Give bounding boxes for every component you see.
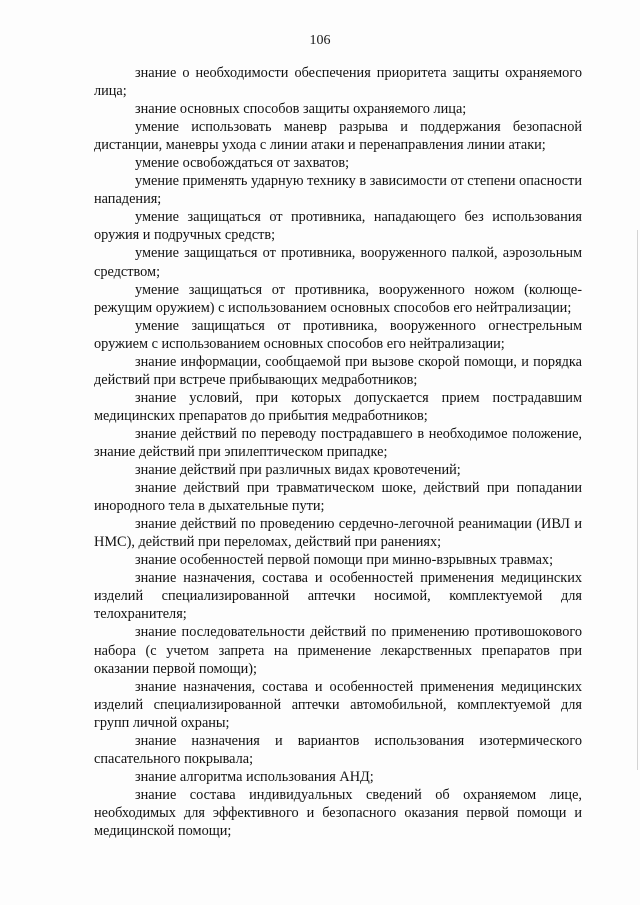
paragraph: умение использовать маневр разрыва и поддержания безопасной дистанции, маневры ухода с линии атаки и перенаправления линии атаки; (94, 119, 582, 154)
paragraph: умение защищаться от противника, вооруженного ножом (колюще-режущим оружием) с использованием основных способов его нейтрализации; (94, 281, 582, 316)
paragraph: знание условий, при которых допускается прием пострадавшим медицинских препаратов до прибытия медработников; (94, 389, 582, 424)
paragraph: умение защищаться от противника, вооруженного огнестрельным оружием с использованием основных способов его нейтрализации; (94, 317, 582, 352)
paragraph: знание действий при травматическом шоке, действий при попадании инородного тела в дыхательные пути; (94, 480, 582, 515)
body-text (94, 64, 582, 840)
paragraph: знание алгоритма использования АНД; (135, 768, 374, 785)
paragraph: знание о необходимости обеспечения приоритета защиты охраняемого лица; (94, 65, 582, 100)
paragraph: умение защищаться от противника, нападающего без использования оружия и подручных средств; (94, 209, 582, 244)
paragraph: знание информации, сообщаемой при вызове скорой помощи, и порядка действий при встрече прибывающих медработников; (94, 353, 582, 388)
paragraph: знание состава индивидуальных сведений об охраняемом лице, необходимых для эффективного и безопасного оказания первой помощи и медицинской помощи; (94, 786, 582, 839)
page-number: 106 (309, 33, 331, 48)
paragraph: знание назначения, состава и особенностей применения медицинских изделий специализированной аптечки носимой, комплектуемой для телохранителя; (94, 570, 582, 623)
paragraph: умение защищаться от противника, вооруженного палкой, аэрозольным средством; (94, 245, 582, 280)
scan-edge-line (637, 230, 638, 770)
paragraph: знание последовательности действий по применению противошокового набора (с учетом запрета на применение лекарственных препаратов при оказании первой помощи); (94, 624, 582, 677)
paragraph: умение применять ударную технику в зависимости от степени опасности нападения; (94, 173, 582, 208)
paragraph: знание назначения, состава и особенностей применения медицинских изделий специализированной аптечки автомобильной, комплектуемой для групп личной охраны; (94, 678, 582, 731)
paragraph: знание действий при различных видах кровотечений; (135, 462, 461, 479)
paragraph: знание действий по переводу пострадавшего в необходимое положение, знание действий при эпилептическом припадке; (94, 425, 582, 460)
paragraph: знание действий по проведению сердечно-легочной реанимации (ИВЛ и НМС), действий при переломах, действий при ранениях; (94, 516, 582, 551)
paragraph: знание основных способов защиты охраняемого лица; (135, 101, 467, 118)
paragraph: знание особенностей первой помощи при минно-взрывных травмах; (135, 552, 554, 569)
paragraph: умение освобождаться от захватов; (135, 155, 350, 172)
paragraph: знание назначения и вариантов использования изотермического спасательного покрывала; (94, 732, 582, 767)
